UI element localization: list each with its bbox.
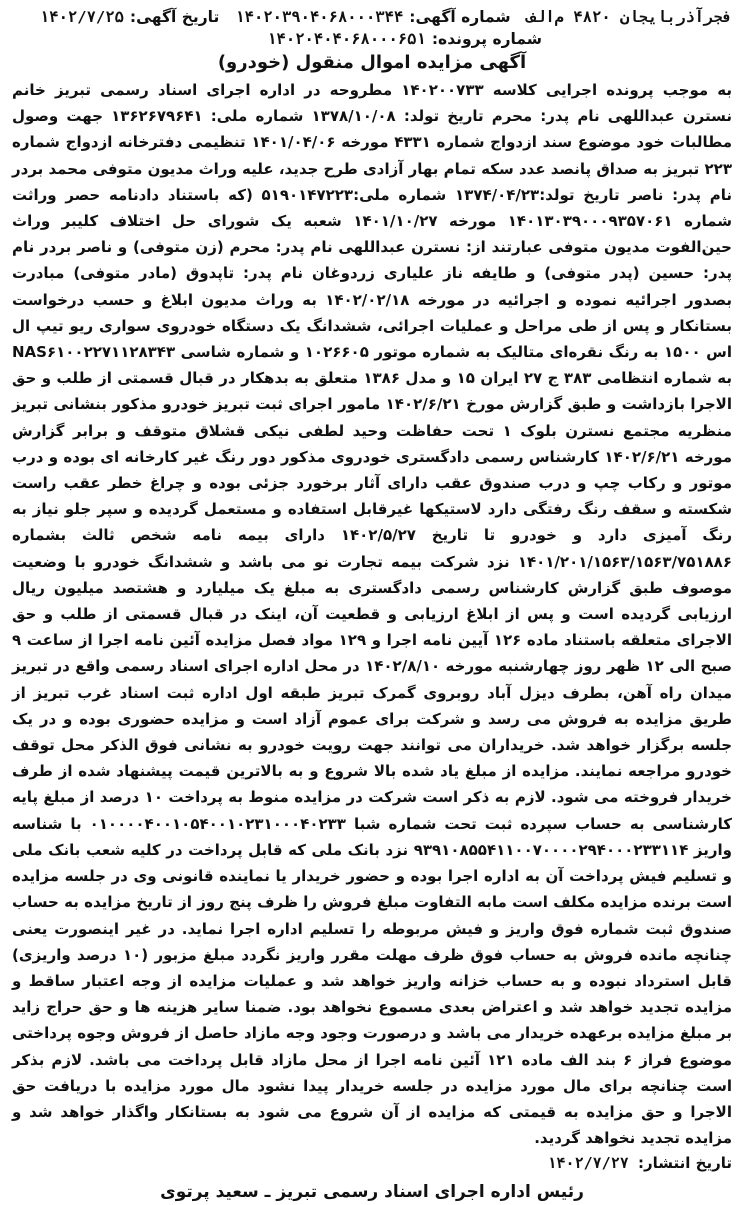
notice-date: ۱۴۰۲/۷/۲۵ [39,8,124,26]
publish-date-row [12,1151,732,1175]
publish-date: ۱۴۰۲/۷/۲۷ [547,1154,629,1173]
signature-line: رئیس اداره اجرای اسناد رسمی تبریز ـ سعید پرتوی [160,1182,584,1203]
notice-title: آگهی مزایده اموال منقول (خودرو) [217,52,527,73]
header-row-2 [12,28,732,50]
notice-date-label: تاریخ آگهی: [129,8,220,26]
notice-number-label: شماره آگهی: [409,8,511,26]
case-number-label: شماره پرونده: [431,30,542,48]
publication-code: فجرآذربایجان ۴۸۲۰ م‌الف [526,8,732,26]
header-row-1 [12,6,732,28]
notice-number: ۱۴۰۲۰۳۹۰۴۰۶۸۰۰۰۳۴۴ [235,8,404,26]
notice-body: به موجب پرونده اجرایی کلاسه ۱۴۰۲۰۰۷۳۳ مطروحه در اداره اجرای اسناد رسمی تبریز خانم نسترن عبداللهی نام پدر: محرم تاریخ تولد: ۱۳۷۸/۱۰/۰۸ شماره ملی: ۱۳۶۲۶۷۹۶۴۱ جهت وصول مطالبات خود موضوع سند ازدواج شماره ۴۳۳۱ مورخه ۱۴۰۱/۰۴/۰۶ تنظیمی دفترخانه ازدواج شماره ۲۲۳ تبریز به صداق پانصد عدد سکه تمام بهار آزادی طرح جدید، علیه وراث مدیون متوفی محمد بردر نام پدر: ناصر تاریخ تولد:۱۳۷۴/۰۴/۲۳ شماره ملی:۵۱۹۰۱۴۷۲۲۳ (که باستناد دادنامه حصر وراثت شماره ۱۴۰۱۳۰۳۹۰۰۰۹۳۵۷۰۶۱ مورخه ۱۴۰۱/۱۰/۲۷ شعبه یک شورای حل اختلاف کلیبر وراث حین‌الفوت مدیون متوفی عبارتند از: نسترن عبداللهی نام پدر: محرم (زن متوفی) و ناصر بردر نام پدر: حسین (پدر متوفی) و طایفه ناز علیاری زردوغان نام پدر: تاپدوق (مادر متوفی) مبادرت بصدور اجرائیه نموده و اجرائیه در مورخه ۱۴۰۲/۰۲/۱۸ به وراث مدیون ابلاغ و حسب درخواست بستانکار و پس از طی مراحل و عملیات اجرائی، ششدانگ یک دستگاه خودروی سواری ریو تیپ ال اس ۱۵۰۰ به رنگ نقره‌ای متالیک به شماره موتور ۱۰۲۶۶۰۵ و شماره شاسی NAS۶۱۰۰۲۲۷۱۱۲۸۳۴۳ به شماره انتظامی ۳۸۳ ج ۲۷ ایران ۱۵ و مدل ۱۳۸۶ متعلق به بدهکار در قبال قسمتی از طلب و حق الاجرا بازداشت و طبق گزارش مورخ ۱۴۰۲/۶/۲۱ مامور اجرای ثبت تبریز خودرو مذکور بنشانی تبریز منظریه مجتمع نسترن بلوک ۱ تحت حفاظت وحید لطفی نیکی قشلاق متوقف و برابر گزارش مورخه ۱۴۰۲/۶/۲۱ کارشناس رسمی دادگستری خودروی مذکور دور رنگ غیر کارخانه ای بوده و درب موتور و رکاب چپ و درب صندوق عقب دارای آثار برخورد جزئی بوده و چراغ خطر عقب راست شکسته و سقف رنگ رفتگی دارد لاستیکها غیرقابل استفاده و مستعمل گردیده و سپر جلو نیاز به رنگ آمیزی دارد و خودرو تا تاریخ ۱۴۰۲/۵/۲۷ دارای بیمه نامه شخص ثالث بشماره ۱۴۰۱/۲۰۱/۱۵۶۳/۱۵۶۳/۷۵۱۸۸۶ نزد شرکت بیمه تجارت نو می باشد و ششدانگ خودرو با وضعیت موصوف طبق گزارش کارشناس رسمی دادگستری به مبلغ یک میلیارد و هشتصد میلیون ریال ارزیابی گردیده است و پس از ابلاغ ارزیابی و قطعیت آن، اینک در قبال قسمتی از طلب و حق الاجرای متعلقه باستناد ماده ۱۲۶ آیین نامه اجرا و ۱۲۹ مواد فصل مزایده آئین نامه اجرا از ساعت ۹ صبح الی ۱۲ ظهر روز چهارشنبه مورخه ۱۴۰۲/۸/۱۰ در محل اداره اجرای اسناد رسمی واقع در تبریز میدان راه آهن، بطرف دیزل آباد روبروی گمرک تبریز طبقه اول اداره ثبت اسناد غرب تبریز از طریق مزایده به فروش می رسد و شرکت برای عموم آزاد است و مزایده حضوری بوده و در یک جلسه برگزار خواهد شد. خریداران می توانند جهت رویت خودرو به نشانی فوق الذکر محل توقف خودرو مراجعه نمایند. مزایده از مبلغ یاد شده بالا شروع و به بالاترین قیمت پیشنهاد شده از طرف خریدار فروخته می شود. لازم به ذکر است شرکت در مزایده منوط به پرداخت ۱۰ درصد از مبلغ پایه کارشناسی به حساب سپرده ثبت تحت شماره شبا ۰۱۰۰۰۰۴۰۰۱۰۵۴۰۰۱۰۲۳۱۰۰۰۴۰۲۳۳ با شناسه واریز ۹۳۹۱۰۸۵۵۴۱۱۰۰۷۰۰۰۰۲۹۴۰۰۰۲۳۳۱۱۴ نزد بانک ملی که قابل پرداخت در کلیه شعب بانک ملی و تسلیم فیش پرداخت آن به اداره اجرا بوده و حضور خریدار یا نماینده قانونی وی در جلسه مزایده است برنده مزایده مکلف است مابه التفاوت مبلغ فروش را ظرف پنج روز از تاریخ مزایده به حساب صندوق ثبت شماره فوق واریز و فیش مربوطه را تسلیم اداره اجرا نماید. در غیر اینصورت یعنی چنانچه مانده فروش به حساب فوق ظرف مهلت مقرر واریز نگردد مبلغ مزبور (۱۰ درصد واریزی) قابل استرداد نبوده و به حساب خزانه واریز خواهد شد و عملیات مزایده از وجه اعتبار ساقط و مزایده تجدید خواهد شد و اعتراض بعدی مسموع نخواهد بود. ضمنا سایر هزینه ها و حق حراج زاید بر مبلغ مزایده برعهده خریدار می باشد و درصورت وجود وجه مازاد حاصل از فروش وجوه پرداختی موضوع فراز ۶ بند الف ماده ۱۲۱ آئین نامه اجرا از محل مازاد قابل پرداخت می باشد. لازم بذکر است چنانچه برای مال مورد مزایده در جلسه خریدار پیدا نشود مال مورد مزایده با دریافت حق الاجرا و حق مزایده به قیمتی که مزایده از آن شروع می شود به بستانکار واگذار خواهد شد و مزایده تجدید نخواهد گردید. [12,81,733,1148]
publish-date-label: تاریخ انتشار: [638,1154,732,1173]
case-number: ۱۴۰۲۰۴۰۴۰۶۸۰۰۰۶۵۱ [267,30,426,48]
